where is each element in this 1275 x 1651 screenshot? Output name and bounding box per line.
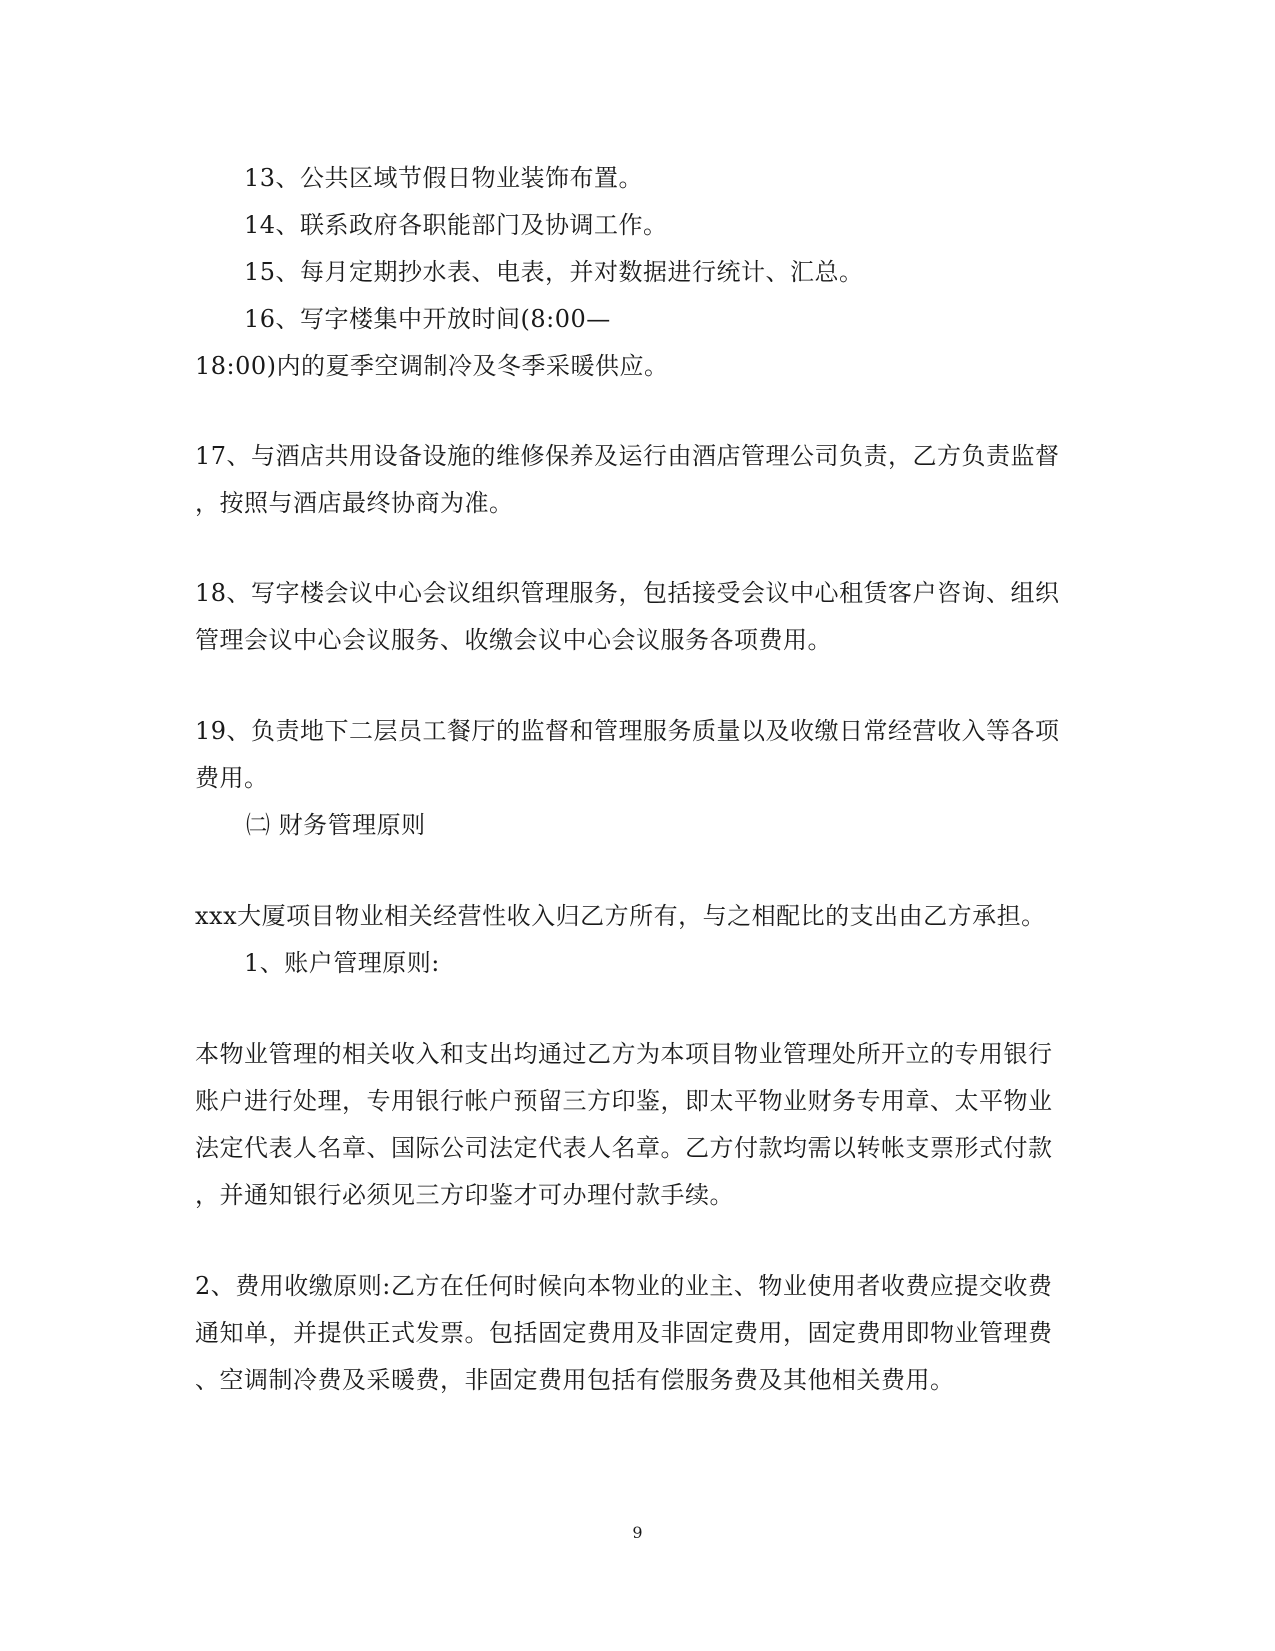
fee-para-line-3: 、空调制冷费及采暖费，非固定费用包括有偿服务费及其他相关费用。 (195, 1366, 955, 1394)
account-para-line-4: ，并通知银行必须见三方印鉴才可办理付款手续。 (195, 1181, 734, 1209)
item-13: 13、公共区域节假日物业装饰布置。 (244, 164, 644, 192)
item-18-line-2: 管理会议中心会议服务、收缴会议中心会议服务各项费用。 (195, 626, 832, 654)
page-number: 9 (632, 1523, 643, 1542)
item-14: 14、联系政府各职能部门及协调工作。 (244, 211, 668, 239)
item-16-line-2: 18:00)内的夏季空调制冷及冬季采暖供应。 (195, 352, 669, 380)
item-18-line-1: 18、写字楼会议中心会议组织管理服务，包括接受会议中心租赁客户咨询、组织 (195, 579, 1060, 607)
item-16-line-1: 16、写字楼集中开放时间(8:00— (244, 305, 611, 333)
fee-para-line-2: 通知单，并提供正式发票。包括固定费用及非固定费用，固定费用即物业管理费 (195, 1319, 1053, 1347)
account-para-line-1: 本物业管理的相关收入和支出均通过乙方为本项目物业管理处所开立的专用银行 (195, 1040, 1053, 1068)
account-para-line-2: 账户进行处理，专用银行帐户预留三方印鉴，即太平物业财务专用章、太平物业 (195, 1087, 1053, 1115)
section-heading-finance: ㈡ 财务管理原则 (246, 811, 426, 839)
item-17-line-1: 17、与酒店共用设备设施的维修保养及运行由酒店管理公司负责，乙方负责监督 (195, 442, 1060, 470)
item-17-line-2: ，按照与酒店最终协商为准。 (195, 489, 514, 517)
fee-para-line-1: 2、费用收缴原则:乙方在任何时候向本物业的业主、物业使用者收费应提交收费 (195, 1272, 1053, 1300)
item-19-line-1: 19、负责地下二层员工餐厅的监督和管理服务质量以及收缴日常经营收入等各项 (195, 717, 1060, 745)
item-15: 15、每月定期抄水表、电表，并对数据进行统计、汇总。 (244, 258, 864, 286)
account-para-line-3: 法定代表人名章、国际公司法定代表人名章。乙方付款均需以转帐支票形式付款 (195, 1134, 1053, 1162)
finance-intro: xxx大厦项目物业相关经营性收入归乙方所有，与之相配比的支出由乙方承担。 (195, 902, 1046, 930)
account-principle-heading: 1、账户管理原则: (244, 949, 440, 977)
item-19-line-2: 费用。 (195, 764, 269, 792)
